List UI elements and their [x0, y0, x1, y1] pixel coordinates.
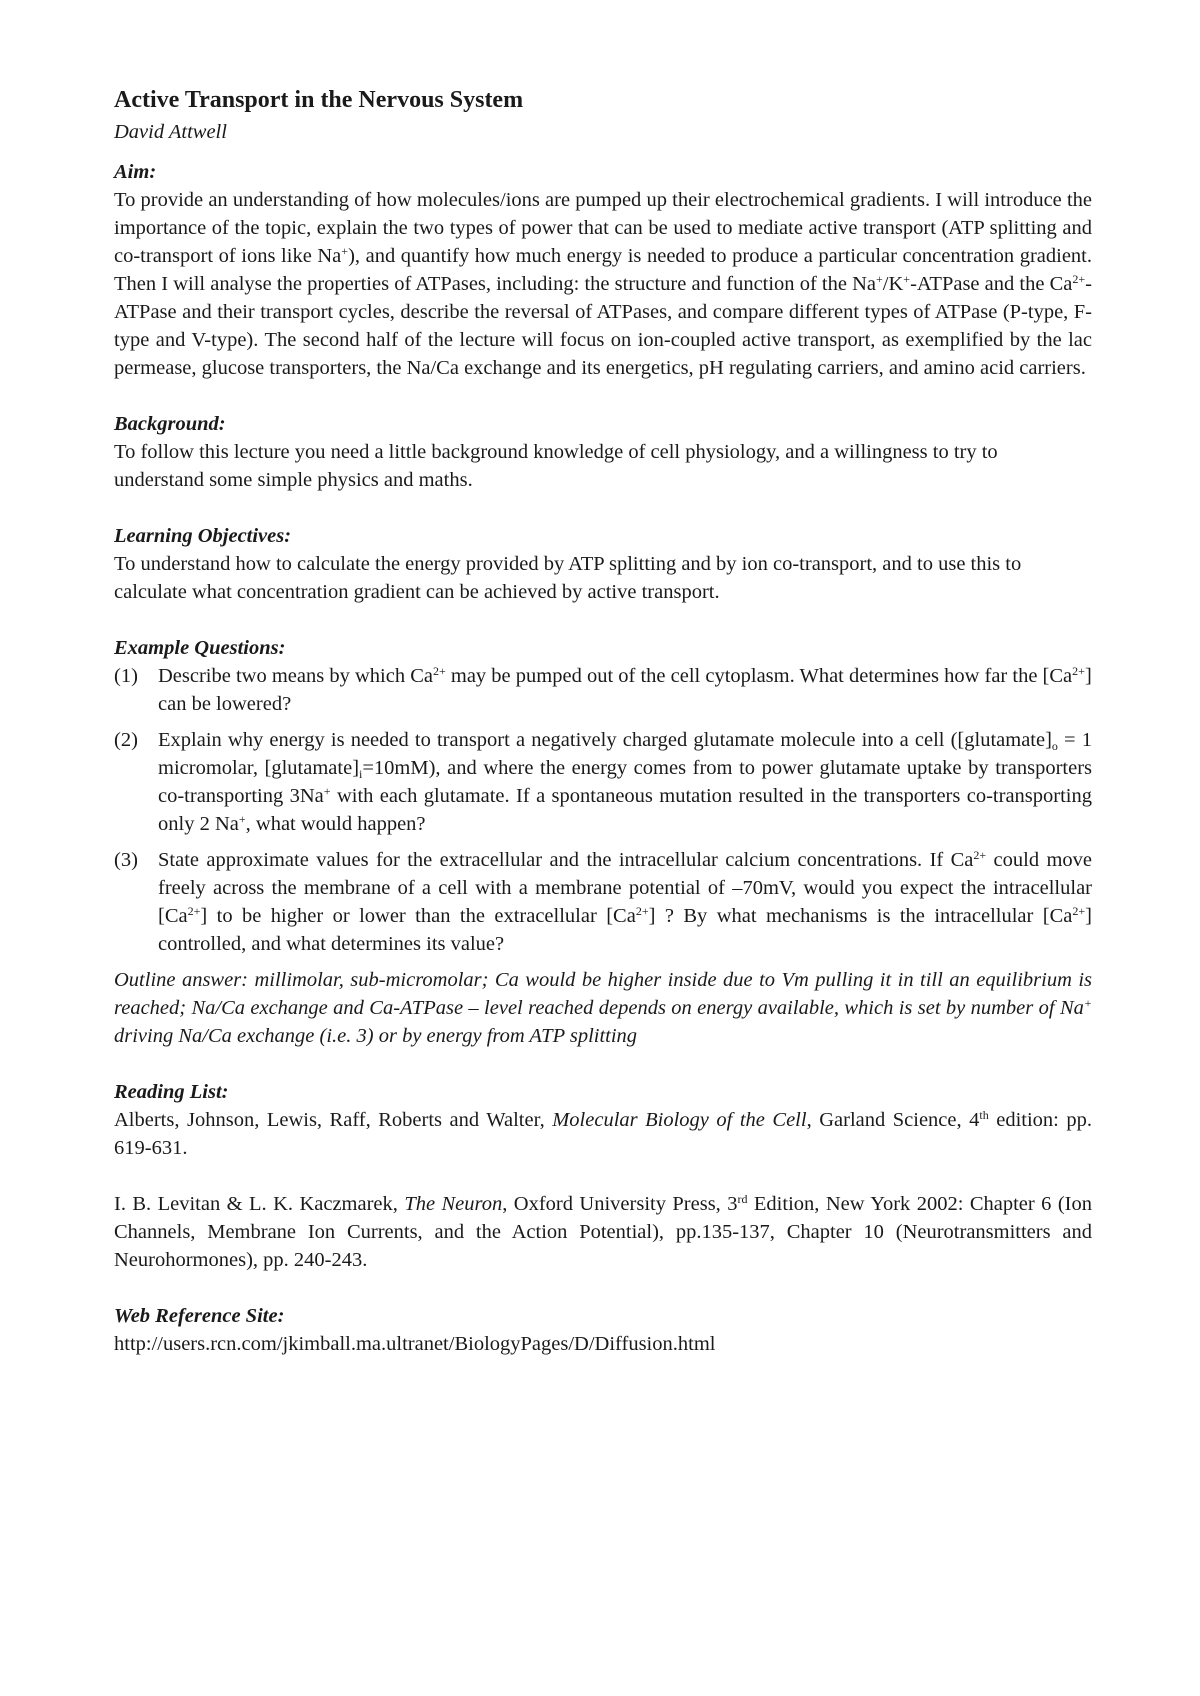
- reading-reference-2: I. B. Levitan & L. K. Kaczmarek, The Neuron, Oxford University Press, 3rd Edition, New York 2002: Chapter 6 (Ion Channels, Membrane Ion Currents, and the Action Potential), pp.135-137, Chapter 10 (Neurotransmitters and Neurohormones), pp. 240-243.: [114, 1192, 1092, 1271]
- question-text: Explain why energy is needed to transport a negatively charged glutamate molecule into a cell ($[glutamate]_o = 1$ micromolar, $[glutamate]_i=10mM$), and where the energy comes from to power glutamate uptake by transporters co-transporting 3Na+ with each glutamate. If a spontaneous mutation resulted in the transporters co-transporting only 2 Na+, what would happen?: [158, 729, 1093, 835]
- question-2: [114, 726, 1092, 838]
- question-list: [114, 662, 1092, 958]
- author-name: David Attwell: [114, 121, 227, 143]
- background-heading: Background:: [114, 413, 226, 435]
- objectives-heading: Learning Objectives:: [114, 525, 292, 547]
- question-text: Describe two means by which $Ca^{2+}$ may be pumped out of the cell cytoplasm. What determines how far the $[Ca^{2+}]$ can be lowered?: [158, 664, 1092, 715]
- outline-answer: Outline answer: millimolar, sub-micromolar; Ca would be higher inside due to Vm pulling it in till an equilibrium is reached; Na/Ca exchange and Ca-ATPase – level reached depends on energy available, which is set by number of Na+ driving Na/Ca exchange (i.e. 3) or by energy from ATP splitting: [114, 969, 1092, 1047]
- reading-reference-1: Alberts, Johnson, Lewis, Raff, Roberts and Walter, Molecular Biology of the Cell, Garland Science, 4th edition: pp. 619-631.: [114, 1108, 1092, 1159]
- aim-paragraph: To provide an understanding of how molecules/ions are pumped up their electrochemical gradients. I will introduce the importance of the topic, explain the two types of power that can be used to mediate active transport (ATP splitting and co-transport of ions like Na+), and quantify how much energy is needed to produce a particular concentration gradient. Then I will analyse the properties of ATPases, including: the structure and function of the Na+/K+-ATPase and the $Ca^{2+}$-ATPase and their transport cycles, describe the reversal of ATPases, and compare different types of ATPase (P-type, F-type and V-type). The second half of the lecture will focus on ion-coupled active transport, as exemplified by the lac permease, glucose transporters, the Na/Ca exchange and its energetics, pH regulating carriers, and amino acid carriers.: [114, 189, 1092, 379]
- web-reference-heading: Web Reference Site:: [114, 1305, 285, 1327]
- background-paragraph: To follow this lecture you need a little background knowledge of cell physiology, and a willingness to try to understand some simple physics and maths.: [114, 441, 998, 491]
- question-number: (1): [114, 665, 138, 687]
- questions-heading: Example Questions:: [114, 637, 286, 659]
- web-reference-url[interactable]: http://users.rcn.com/jkimball.ma.ultranet/BiologyPages/D/Diffusion.html: [114, 1333, 716, 1355]
- aim-heading: Aim:: [114, 161, 157, 183]
- question-1: [114, 662, 1092, 718]
- reading-heading: Reading List:: [114, 1081, 229, 1103]
- question-text: State approximate values for the extracellular and the intracellular calcium concentrations. If $Ca^{2+}$ could move freely across the membrane of a cell with a membrane potential of –70mV, would you expect the intracellular $[Ca^{2+}]$ to be higher or lower than the extracellular $[Ca^{2+}]$ ? By what mechanisms is the intracellular $[Ca^{2+}]$ controlled, and what determines its value?: [158, 848, 1092, 955]
- document-title: Active Transport in the Nervous System: [114, 87, 524, 113]
- document-body: [114, 84, 1092, 1358]
- question-number: (2): [114, 729, 138, 751]
- objectives-paragraph: To understand how to calculate the energy provided by ATP splitting and by ion co-transport, and to use this to calculate what concentration gradient can be achieved by active transport.: [114, 553, 1022, 603]
- question-number: (3): [114, 849, 138, 871]
- question-3: [114, 846, 1092, 958]
